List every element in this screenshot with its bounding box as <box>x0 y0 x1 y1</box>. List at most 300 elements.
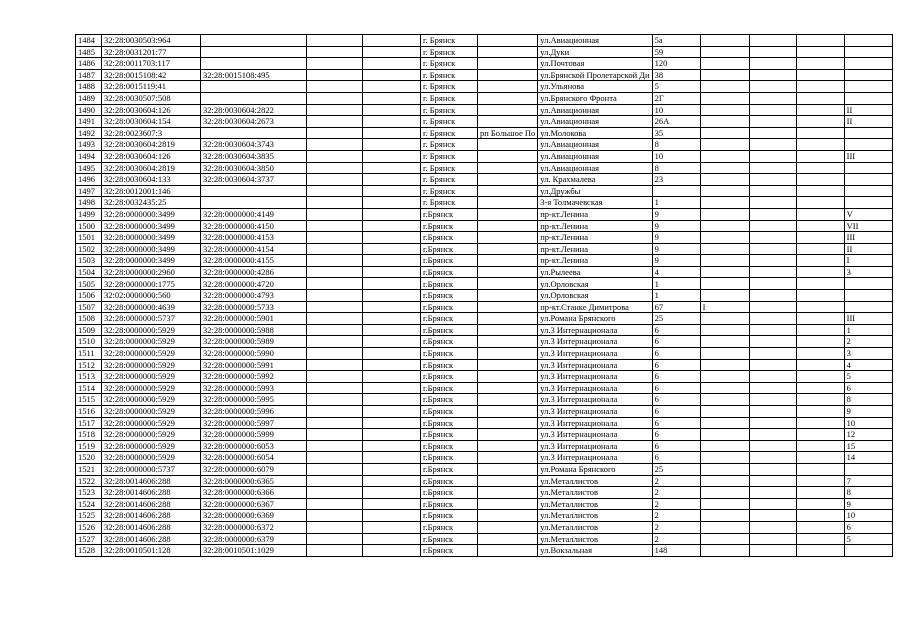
cell-row-number: 1487 <box>76 69 102 81</box>
cell-cadastral-number: 32:28:0030604:2819 <box>102 162 201 174</box>
cell-row-number: 1495 <box>76 162 102 174</box>
cell-city: г. Брянск <box>421 104 478 116</box>
cell-col-5 <box>363 46 421 58</box>
cell-street: ул.Авиационная <box>538 116 652 128</box>
cell-cadastral-number: 32:28:0000000:5929 <box>102 417 201 429</box>
cell-premises: 6 <box>844 521 892 533</box>
cell-settlement <box>478 116 538 128</box>
cell-premises: 9 <box>844 406 892 418</box>
cell-object-cadastral-number: 32:28:0000000:6366 <box>201 487 307 499</box>
cell-cadastral-number: 32:28:0000000:5929 <box>102 452 201 464</box>
cell-col-4 <box>307 150 363 162</box>
cell-row-number: 1512 <box>76 359 102 371</box>
cell-col-10 <box>700 510 749 522</box>
cell-cadastral-number: 32:28:0000000:5929 <box>102 406 201 418</box>
cell-house: 4 <box>652 266 700 278</box>
cell-city: г. Брянск <box>421 92 478 104</box>
cell-city: г.Брянск <box>421 324 478 336</box>
cell-col-4 <box>307 463 363 475</box>
cell-col-10 <box>700 290 749 302</box>
cell-col-4 <box>307 104 363 116</box>
cell-col-5 <box>363 116 421 128</box>
cell-cadastral-number: 32:28:0011703:117 <box>102 58 201 70</box>
cell-col-10 <box>700 232 749 244</box>
cell-house: 26А <box>652 116 700 128</box>
cell-col-5 <box>363 487 421 499</box>
cell-row-number: 1520 <box>76 452 102 464</box>
cell-object-cadastral-number: 32:28:0000000:5996 <box>201 406 307 418</box>
cell-col-12 <box>796 545 844 557</box>
cell-cadastral-number: 32:28:0032435:25 <box>102 197 201 209</box>
table-row <box>76 406 893 418</box>
cell-city: г.Брянск <box>421 452 478 464</box>
cell-premises <box>844 545 892 557</box>
cell-row-number: 1503 <box>76 255 102 267</box>
table-row <box>76 243 893 255</box>
cell-col-4 <box>307 220 363 232</box>
cell-col-5 <box>363 463 421 475</box>
cell-col-11 <box>749 324 796 336</box>
table-row <box>76 290 893 302</box>
cell-object-cadastral-number: 32:28:0030604:2822 <box>201 104 307 116</box>
cell-col-12 <box>796 371 844 383</box>
cell-street: ул.Металлистов <box>538 521 652 533</box>
cell-cadastral-number: 32:28:0010501:128 <box>102 545 201 557</box>
cell-premises <box>844 127 892 139</box>
cell-settlement <box>478 150 538 162</box>
cell-object-cadastral-number <box>201 58 307 70</box>
cell-col-4 <box>307 545 363 557</box>
cell-row-number: 1524 <box>76 498 102 510</box>
cell-cadastral-number: 32:28:0000000:5929 <box>102 324 201 336</box>
cell-house: 67 <box>652 301 700 313</box>
cell-col-10 <box>700 220 749 232</box>
cell-col-4 <box>307 394 363 406</box>
cell-premises <box>844 81 892 93</box>
cell-col-5 <box>363 243 421 255</box>
cell-cadastral-number: 32:28:0030604:126 <box>102 150 201 162</box>
cell-house: 6 <box>652 324 700 336</box>
cell-col-10 <box>700 359 749 371</box>
cell-col-4 <box>307 278 363 290</box>
cell-city: г.Брянск <box>421 510 478 522</box>
cell-cadastral-number: 32:28:0000000:1775 <box>102 278 201 290</box>
cell-col-10 <box>700 58 749 70</box>
table-row <box>76 35 893 47</box>
cell-street: ул. Крахмалева <box>538 174 652 186</box>
cell-cadastral-number: 32:28:0000000:5737 <box>102 313 201 325</box>
cell-row-number: 1489 <box>76 92 102 104</box>
cell-object-cadastral-number: 32:28:0000000:5993 <box>201 382 307 394</box>
cell-cadastral-number: 32:28:0014606:288 <box>102 475 201 487</box>
cell-city: г.Брянск <box>421 359 478 371</box>
cell-col-5 <box>363 359 421 371</box>
cell-col-10 <box>700 429 749 441</box>
cell-col-5 <box>363 290 421 302</box>
cell-object-cadastral-number <box>201 185 307 197</box>
cell-row-number: 1513 <box>76 371 102 383</box>
cell-premises: 8 <box>844 487 892 499</box>
cell-col-5 <box>363 174 421 186</box>
cell-city: г. Брянск <box>421 127 478 139</box>
table-row <box>76 348 893 360</box>
cell-house: 9 <box>652 232 700 244</box>
cell-col-10 <box>700 35 749 47</box>
cell-premises: II <box>844 243 892 255</box>
cell-street: ул.Металлистов <box>538 510 652 522</box>
cell-house: 148 <box>652 545 700 557</box>
cell-house: 2 <box>652 475 700 487</box>
cell-cadastral-number: 32:28:0030503:964 <box>102 35 201 47</box>
cell-col-12 <box>796 127 844 139</box>
cell-col-11 <box>749 185 796 197</box>
cell-col-11 <box>749 429 796 441</box>
cell-cadastral-number: 32:28:0014606:288 <box>102 533 201 545</box>
cell-house: 6 <box>652 382 700 394</box>
cell-premises: 3 <box>844 348 892 360</box>
cell-settlement <box>478 208 538 220</box>
cell-house: 2 <box>652 533 700 545</box>
cell-premises: VII <box>844 220 892 232</box>
table-row <box>76 197 893 209</box>
cell-premises: 14 <box>844 452 892 464</box>
cell-row-number: 1510 <box>76 336 102 348</box>
cell-col-10 <box>700 487 749 499</box>
cell-col-10 <box>700 162 749 174</box>
cell-street: ул.3 Интернационала <box>538 394 652 406</box>
cell-col-10 <box>700 324 749 336</box>
cell-cadastral-number: 32:28:0014606:288 <box>102 498 201 510</box>
cell-col-4 <box>307 197 363 209</box>
cell-object-cadastral-number: 32:28:0000000:4155 <box>201 255 307 267</box>
cell-col-5 <box>363 104 421 116</box>
table-row <box>76 429 893 441</box>
cell-street: ул.Вокзальная <box>538 545 652 557</box>
cell-row-number: 1500 <box>76 220 102 232</box>
cell-premises: 9 <box>844 498 892 510</box>
cell-col-12 <box>796 475 844 487</box>
cell-cadastral-number: 32:28:0000000:5929 <box>102 359 201 371</box>
cell-settlement <box>478 429 538 441</box>
cell-col-12 <box>796 359 844 371</box>
cell-col-5 <box>363 266 421 278</box>
cell-col-10 <box>700 278 749 290</box>
cell-object-cadastral-number: 32:28:0010501:1029 <box>201 545 307 557</box>
cell-row-number: 1488 <box>76 81 102 93</box>
cell-col-4 <box>307 208 363 220</box>
cell-row-number: 1505 <box>76 278 102 290</box>
cell-house: 2 <box>652 487 700 499</box>
cell-settlement <box>478 394 538 406</box>
cell-col-10 <box>700 417 749 429</box>
cell-row-number: 1497 <box>76 185 102 197</box>
cell-house: 9 <box>652 255 700 267</box>
cell-house: 6 <box>652 452 700 464</box>
cell-col-11 <box>749 382 796 394</box>
cell-col-5 <box>363 58 421 70</box>
cell-col-10 <box>700 104 749 116</box>
cell-row-number: 1484 <box>76 35 102 47</box>
cell-col-11 <box>749 371 796 383</box>
cell-object-cadastral-number <box>201 92 307 104</box>
cell-city: г.Брянск <box>421 463 478 475</box>
cell-street: ул.Металлистов <box>538 533 652 545</box>
cell-object-cadastral-number <box>201 197 307 209</box>
cell-cadastral-number: 32:28:0000000:5929 <box>102 371 201 383</box>
cell-object-cadastral-number: 32:28:0000000:4720 <box>201 278 307 290</box>
cell-premises <box>844 139 892 151</box>
cell-object-cadastral-number: 32:28:0030604:3835 <box>201 150 307 162</box>
cell-city: г.Брянск <box>421 336 478 348</box>
cell-settlement <box>478 58 538 70</box>
cell-col-11 <box>749 406 796 418</box>
cell-object-cadastral-number: 32:28:0000000:6372 <box>201 521 307 533</box>
cell-col-5 <box>363 324 421 336</box>
cell-cadastral-number: 32:28:0014606:288 <box>102 510 201 522</box>
table-row <box>76 255 893 267</box>
cell-col-4 <box>307 371 363 383</box>
cell-city: г.Брянск <box>421 278 478 290</box>
cell-house: 10 <box>652 104 700 116</box>
cell-street: ул.3 Интернационала <box>538 348 652 360</box>
cell-settlement <box>478 174 538 186</box>
cell-col-12 <box>796 394 844 406</box>
cell-city: г. Брянск <box>421 150 478 162</box>
cell-object-cadastral-number: 32:28:0000000:5999 <box>201 429 307 441</box>
cell-city: г.Брянск <box>421 371 478 383</box>
cell-row-number: 1523 <box>76 487 102 499</box>
cell-row-number: 1521 <box>76 463 102 475</box>
cell-col-11 <box>749 452 796 464</box>
table-row <box>76 510 893 522</box>
cell-house: 8 <box>652 139 700 151</box>
registry-table <box>75 34 893 557</box>
table-row <box>76 498 893 510</box>
cell-row-number: 1506 <box>76 290 102 302</box>
cell-col-4 <box>307 417 363 429</box>
cell-col-5 <box>363 498 421 510</box>
cell-col-12 <box>796 313 844 325</box>
cell-cadastral-number: 32:28:0031201:77 <box>102 46 201 58</box>
cell-object-cadastral-number: 32:28:0000000:6079 <box>201 463 307 475</box>
table-row <box>76 359 893 371</box>
cell-object-cadastral-number: 32:28:0000000:5997 <box>201 417 307 429</box>
table-row <box>76 452 893 464</box>
cell-col-10 <box>700 150 749 162</box>
cell-col-4 <box>307 498 363 510</box>
cell-settlement <box>478 533 538 545</box>
cell-col-11 <box>749 116 796 128</box>
cell-row-number: 1492 <box>76 127 102 139</box>
cell-street: ул.Металлистов <box>538 498 652 510</box>
table-row <box>76 545 893 557</box>
cell-house: 6 <box>652 371 700 383</box>
cell-city: г.Брянск <box>421 394 478 406</box>
cell-premises <box>844 162 892 174</box>
cell-col-4 <box>307 324 363 336</box>
table-row <box>76 463 893 475</box>
cell-premises: 5 <box>844 371 892 383</box>
cell-street: ул.3 Интернационала <box>538 440 652 452</box>
cell-col-12 <box>796 290 844 302</box>
cell-col-12 <box>796 243 844 255</box>
cell-object-cadastral-number: 32:28:0000000:4286 <box>201 266 307 278</box>
cell-street: ул.Авиационная <box>538 162 652 174</box>
cell-object-cadastral-number <box>201 127 307 139</box>
cell-premises <box>844 69 892 81</box>
cell-cadastral-number: 32:28:0000000:5929 <box>102 440 201 452</box>
cell-house: 2 <box>652 510 700 522</box>
cell-col-10 <box>700 266 749 278</box>
cell-city: г.Брянск <box>421 208 478 220</box>
cell-house: 9 <box>652 220 700 232</box>
cell-city: г.Брянск <box>421 220 478 232</box>
cell-city: г.Брянск <box>421 521 478 533</box>
cell-premises: III <box>844 150 892 162</box>
cell-settlement <box>478 475 538 487</box>
cell-col-11 <box>749 533 796 545</box>
cell-row-number: 1502 <box>76 243 102 255</box>
cell-cadastral-number: 32:28:0000000:3499 <box>102 243 201 255</box>
cell-premises: 7 <box>844 475 892 487</box>
cell-settlement <box>478 452 538 464</box>
cell-house: 35 <box>652 127 700 139</box>
cell-col-5 <box>363 185 421 197</box>
cell-settlement <box>478 162 538 174</box>
cell-col-10 <box>700 69 749 81</box>
cell-city: г.Брянск <box>421 348 478 360</box>
cell-col-12 <box>796 116 844 128</box>
cell-object-cadastral-number: 32:28:0000000:5733 <box>201 301 307 313</box>
cell-object-cadastral-number: 32:28:0000000:6365 <box>201 475 307 487</box>
cell-city: г.Брянск <box>421 290 478 302</box>
cell-col-11 <box>749 521 796 533</box>
cell-cadastral-number: 32:28:0015108:42 <box>102 69 201 81</box>
cell-col-5 <box>363 336 421 348</box>
cell-settlement <box>478 498 538 510</box>
cell-col-4 <box>307 243 363 255</box>
cell-settlement <box>478 324 538 336</box>
table-row <box>76 313 893 325</box>
cell-col-5 <box>363 417 421 429</box>
cell-premises <box>844 46 892 58</box>
cell-street: ул.Почтовая <box>538 58 652 70</box>
cell-row-number: 1518 <box>76 429 102 441</box>
cell-cadastral-number: 32:28:0000000:5929 <box>102 382 201 394</box>
cell-col-12 <box>796 452 844 464</box>
cell-house: 8 <box>652 162 700 174</box>
cell-col-11 <box>749 162 796 174</box>
cell-cadastral-number: 32:28:0000000:5737 <box>102 463 201 475</box>
cell-col-5 <box>363 92 421 104</box>
cell-col-4 <box>307 301 363 313</box>
cell-house: 6 <box>652 359 700 371</box>
cell-settlement <box>478 359 538 371</box>
cell-col-10 <box>700 116 749 128</box>
cell-col-12 <box>796 348 844 360</box>
cell-col-5 <box>363 382 421 394</box>
cell-row-number: 1485 <box>76 46 102 58</box>
cell-street: ул.Романа Брянского <box>538 313 652 325</box>
cell-premises: 6 <box>844 382 892 394</box>
cell-col-4 <box>307 290 363 302</box>
cell-street: ул.Авиационная <box>538 150 652 162</box>
cell-street: пр-кт.Ленина <box>538 232 652 244</box>
table-row <box>76 81 893 93</box>
cell-col-5 <box>363 429 421 441</box>
cell-col-12 <box>796 429 844 441</box>
cell-col-4 <box>307 81 363 93</box>
cell-col-4 <box>307 116 363 128</box>
cell-settlement <box>478 521 538 533</box>
cell-city: г. Брянск <box>421 197 478 209</box>
cell-city: г.Брянск <box>421 382 478 394</box>
cell-street: 3-я Толмачевская <box>538 197 652 209</box>
cell-object-cadastral-number: 32:28:0000000:5992 <box>201 371 307 383</box>
cell-street: ул.3 Интернационала <box>538 452 652 464</box>
cell-row-number: 1499 <box>76 208 102 220</box>
cell-house: 59 <box>652 46 700 58</box>
cell-col-4 <box>307 336 363 348</box>
cell-premises <box>844 58 892 70</box>
table-row <box>76 382 893 394</box>
cell-row-number: 1528 <box>76 545 102 557</box>
cell-city: г.Брянск <box>421 255 478 267</box>
cell-col-5 <box>363 371 421 383</box>
cell-col-11 <box>749 104 796 116</box>
cell-col-11 <box>749 139 796 151</box>
cell-col-4 <box>307 92 363 104</box>
cell-cadastral-number: 32:28:0014606:288 <box>102 521 201 533</box>
cell-row-number: 1526 <box>76 521 102 533</box>
cell-col-12 <box>796 208 844 220</box>
cell-col-11 <box>749 220 796 232</box>
cell-city: г. Брянск <box>421 69 478 81</box>
cell-city: г. Брянск <box>421 162 478 174</box>
cell-cadastral-number: 32:28:0000000:5929 <box>102 336 201 348</box>
cell-col-11 <box>749 487 796 499</box>
table-row <box>76 162 893 174</box>
cell-col-12 <box>796 266 844 278</box>
cell-object-cadastral-number: 32:28:0015108:495 <box>201 69 307 81</box>
cell-col-5 <box>363 208 421 220</box>
cell-row-number: 1514 <box>76 382 102 394</box>
table-row <box>76 417 893 429</box>
cell-col-4 <box>307 313 363 325</box>
cell-cadastral-number: 32:28:0014606:288 <box>102 487 201 499</box>
cell-col-10 <box>700 440 749 452</box>
cell-col-11 <box>749 313 796 325</box>
table-row <box>76 185 893 197</box>
table-row <box>76 487 893 499</box>
cell-col-4 <box>307 266 363 278</box>
cell-col-12 <box>796 81 844 93</box>
cell-col-10 <box>700 185 749 197</box>
cell-object-cadastral-number: 32:28:0000000:5988 <box>201 324 307 336</box>
cell-col-11 <box>749 417 796 429</box>
cell-row-number: 1494 <box>76 150 102 162</box>
cell-row-number: 1511 <box>76 348 102 360</box>
cell-col-10 <box>700 521 749 533</box>
cell-row-number: 1507 <box>76 301 102 313</box>
cell-cadastral-number: 32:28:0023607:3 <box>102 127 201 139</box>
cell-house: 6 <box>652 336 700 348</box>
cell-house <box>652 185 700 197</box>
cell-settlement <box>478 440 538 452</box>
cell-settlement <box>478 301 538 313</box>
cell-city: г. Брянск <box>421 139 478 151</box>
cell-object-cadastral-number: 32:28:0000000:5991 <box>201 359 307 371</box>
